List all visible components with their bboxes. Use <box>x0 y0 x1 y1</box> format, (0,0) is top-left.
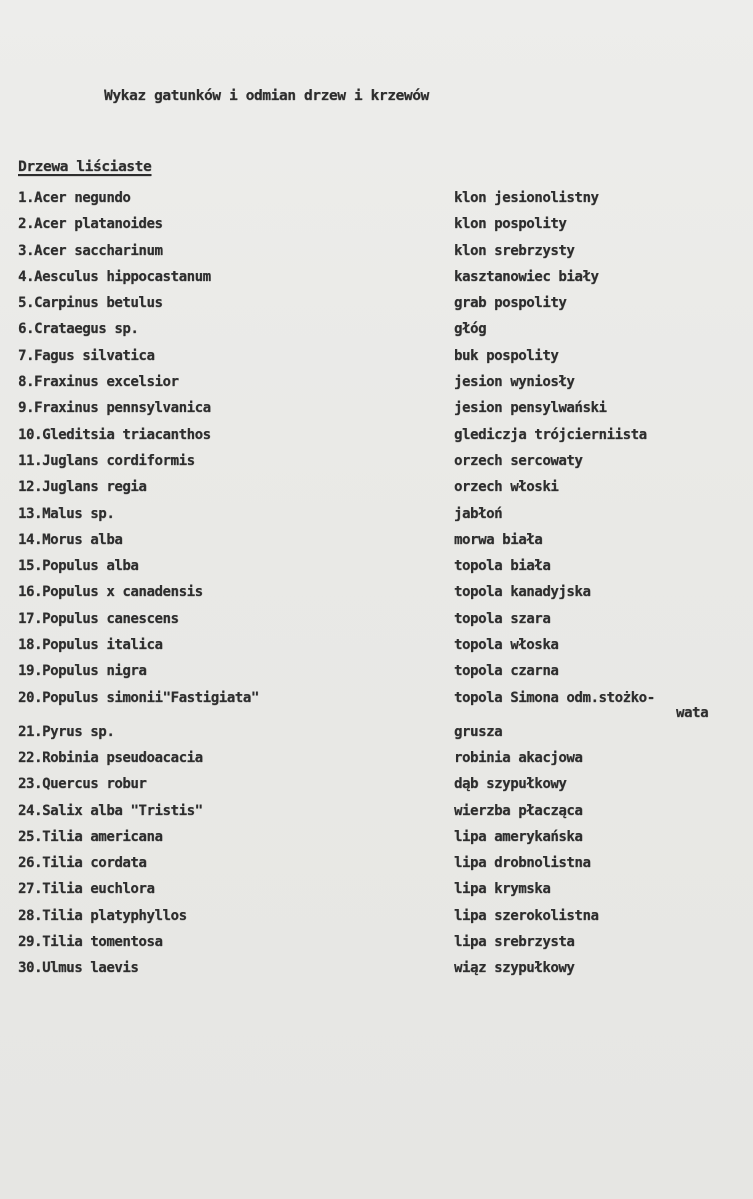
latin-name: 22.Robinia pseudoacacia <box>18 749 203 766</box>
latin-name: 24.Salix alba "Tristis" <box>18 802 203 819</box>
polish-name: orzech sercowaty <box>454 452 583 469</box>
list-item <box>0 243 753 269</box>
list-item <box>0 400 753 426</box>
latin-name: 26.Tilia cordata <box>18 855 147 872</box>
polish-name: grusza <box>454 723 503 740</box>
list-item <box>0 829 753 855</box>
latin-name: 10.Gleditsia triacanthos <box>18 426 211 443</box>
latin-name: 8.Fraxinus excelsior <box>18 374 179 391</box>
list-item <box>0 190 753 216</box>
polish-name: klon jesionolistny <box>454 190 599 206</box>
latin-name: 20.Populus simonii"Fastigiata" <box>18 689 259 706</box>
latin-name: 1.Acer negundo <box>18 190 131 206</box>
latin-name: 18.Populus italica <box>18 637 163 654</box>
latin-name: 16.Populus x canadensis <box>18 584 203 601</box>
list-item <box>0 750 753 776</box>
latin-name: 21.Pyrus sp. <box>18 723 115 740</box>
polish-name: topola szara <box>454 610 551 627</box>
list-item <box>0 663 753 689</box>
latin-name: 9.Fraxinus pennsylvanica <box>18 400 211 417</box>
list-item <box>0 803 753 829</box>
latin-name: 4.Aesculus hippocastanum <box>18 268 211 285</box>
polish-name: lipa krymska <box>454 881 551 898</box>
polish-name: topola Simona odm.stożko- <box>454 689 655 706</box>
polish-name: topola czarna <box>454 663 559 680</box>
list-item <box>0 558 753 584</box>
list-item <box>0 453 753 479</box>
list-item <box>0 908 753 934</box>
latin-name: 14.Morus alba <box>18 531 123 548</box>
polish-name: wierzba płacząca <box>454 802 583 819</box>
list-item <box>0 611 753 637</box>
latin-name: 7.Fagus silvatica <box>18 347 155 364</box>
list-item <box>0 960 753 986</box>
list-item <box>0 584 753 610</box>
polish-name: robinia akacjowa <box>454 749 583 766</box>
list-item <box>0 881 753 907</box>
list-item <box>0 724 753 750</box>
latin-name: 29.Tilia tomentosa <box>18 934 163 951</box>
polish-name: orzech włoski <box>454 479 559 496</box>
polish-name: grab pospolity <box>454 295 567 312</box>
polish-name: jabłoń <box>454 505 503 522</box>
polish-name: lipa srebrzysta <box>454 934 575 951</box>
polish-name: glediczja trójcierniista <box>454 426 647 443</box>
latin-name: 12.Juglans regia <box>18 479 147 496</box>
list-item <box>0 295 753 321</box>
list-item <box>0 348 753 374</box>
latin-name: 3.Acer saccharinum <box>18 242 163 259</box>
polish-name: klon srebrzysty <box>454 242 575 259</box>
species-list <box>0 190 753 987</box>
list-item <box>0 216 753 242</box>
document-title: Wykaz gatunków i odmian drzew i krzewów <box>104 88 429 104</box>
polish-name: topola biała <box>454 558 551 575</box>
list-item <box>0 321 753 347</box>
polish-name: morwa biała <box>454 531 543 548</box>
polish-name: jesion pensylwański <box>454 400 607 417</box>
polish-name: topola włoska <box>454 637 559 654</box>
polish-name: lipa szerokolistna <box>454 907 599 924</box>
latin-name: 6.Crataegus sp. <box>18 321 139 338</box>
list-item <box>0 374 753 400</box>
latin-name: 5.Carpinus betulus <box>18 295 163 312</box>
list-item <box>0 532 753 558</box>
latin-name: 17.Populus canescens <box>18 610 179 627</box>
polish-name: buk pospolity <box>454 347 559 364</box>
latin-name: 27.Tilia euchlora <box>18 881 155 898</box>
polish-name: klon pospolity <box>454 216 567 233</box>
latin-name: 2.Acer platanoides <box>18 216 163 233</box>
latin-name: 19.Populus nigra <box>18 663 147 680</box>
list-item <box>0 479 753 505</box>
list-item <box>0 637 753 663</box>
list-item <box>0 855 753 881</box>
list-item <box>0 427 753 453</box>
latin-name: 11.Juglans cordiformis <box>18 452 195 469</box>
polish-name: wiąz szypułkowy <box>454 960 575 977</box>
polish-name: głóg <box>454 321 487 338</box>
list-item <box>0 506 753 532</box>
latin-name: 23.Quercus robur <box>18 776 147 793</box>
polish-name: lipa amerykańska <box>454 828 583 845</box>
polish-name: dąb szypułkowy <box>454 776 567 793</box>
latin-name: 15.Populus alba <box>18 558 139 575</box>
list-item <box>0 690 753 724</box>
list-item <box>0 934 753 960</box>
latin-name: 30.Ulmus laevis <box>18 960 139 977</box>
polish-name: topola kanadyjska <box>454 584 591 601</box>
polish-name: lipa drobnolistna <box>454 855 591 872</box>
list-item <box>0 269 753 295</box>
latin-name: 25.Tilia americana <box>18 828 163 845</box>
latin-name: 13.Malus sp. <box>18 505 115 522</box>
polish-name: kasztanowiec biały <box>454 268 599 285</box>
polish-name: jesion wyniosły <box>454 374 575 391</box>
polish-name-continuation: wata <box>676 704 709 721</box>
list-item <box>0 776 753 802</box>
latin-name: 28.Tilia platyphyllos <box>18 907 187 924</box>
section-heading: Drzewa liściaste <box>18 159 152 175</box>
